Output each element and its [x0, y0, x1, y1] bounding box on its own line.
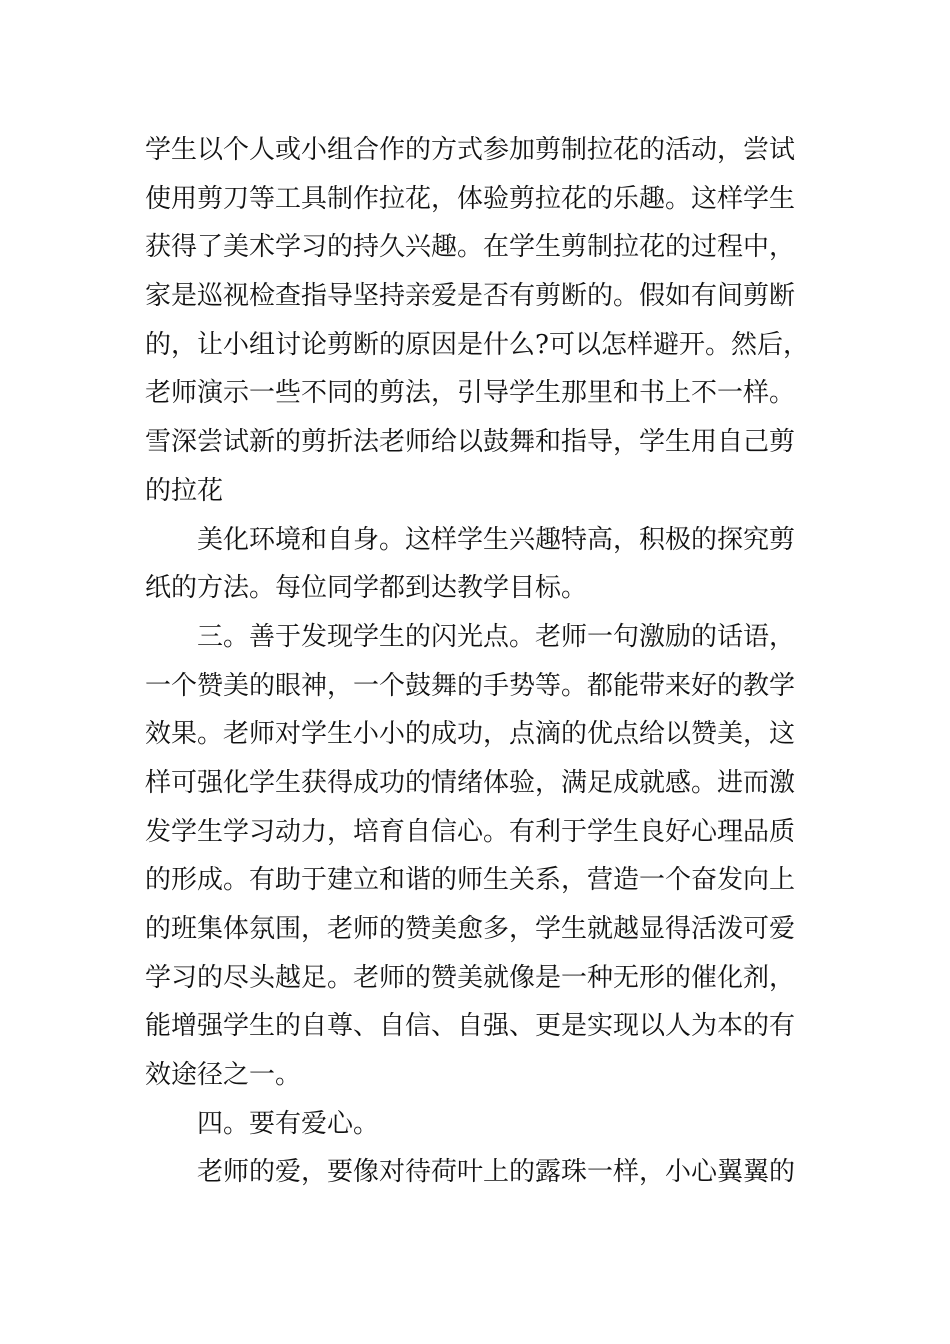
text-line: 使用剪刀等工具制作拉花，体验剪拉花的乐趣。这样学生: [145, 183, 796, 214]
text-line: 老师的爱，要像对待荷叶上的露珠一样，小心翼翼的: [197, 1157, 796, 1188]
paragraph-2: [145, 516, 815, 613]
text-line: 样可强化学生获得成功的情绪体验，满足成就感。进而激: [145, 767, 796, 798]
text-line: 的拉花: [145, 475, 224, 506]
text-line: 学习的尽头越足。老师的赞美就像是一种无形的催化剂，: [145, 962, 796, 993]
paragraph-4: [145, 1100, 815, 1149]
text-line: 学生以个人或小组合作的方式参加剪制拉花的活动，尝试: [145, 135, 796, 165]
text-line: 效途径之一。: [145, 1060, 302, 1091]
text-line: 四。要有爱心。: [197, 1108, 380, 1139]
paragraph-5: [145, 1148, 815, 1197]
text-line: 老师演示一些不同的剪法，引导学生那里和书上不一样。: [145, 378, 796, 409]
text-line: 效果。老师对学生小小的成功，点滴的优点给以赞美，这: [145, 719, 796, 750]
text-line: 美化环境和自身。这样学生兴趣特高，积极的探究剪: [197, 524, 796, 555]
text-line: 雪深尝试新的剪折法老师给以鼓舞和指导，学生用自己剪: [145, 427, 796, 458]
text-line: 三。善于发现学生的闪光点。老师一句激励的话语，: [197, 621, 796, 652]
text-line: 纸的方法。每位同学都到达教学目标。: [145, 573, 588, 604]
text-line: 的，让小组讨论剪断的原因是什么?可以怎样避开。然后，: [145, 329, 809, 360]
text-line: 获得了美术学习的持久兴趣。在学生剪制拉花的过程中，: [145, 232, 796, 263]
document-body: [145, 126, 815, 1197]
paragraph-1: [145, 126, 815, 516]
text-line: 发学生学习动力，培育自信心。有利于学生良好心理品质: [145, 816, 796, 847]
text-line: 能增强学生的自尊、自信、自强、更是实现以人为本的有: [145, 1011, 796, 1042]
paragraph-3: [145, 613, 815, 1100]
text-line: 的形成。有助于建立和谐的师生关系，营造一个奋发向上: [145, 865, 796, 896]
text-line: 家是巡视检查指导坚持亲爱是否有剪断的。假如有间剪断: [145, 281, 796, 312]
text-line: 一个赞美的眼神，一个鼓舞的手势等。都能带来好的教学: [145, 670, 796, 701]
text-line: 的班集体氛围，老师的赞美愈多，学生就越显得活泼可爱: [145, 914, 796, 944]
